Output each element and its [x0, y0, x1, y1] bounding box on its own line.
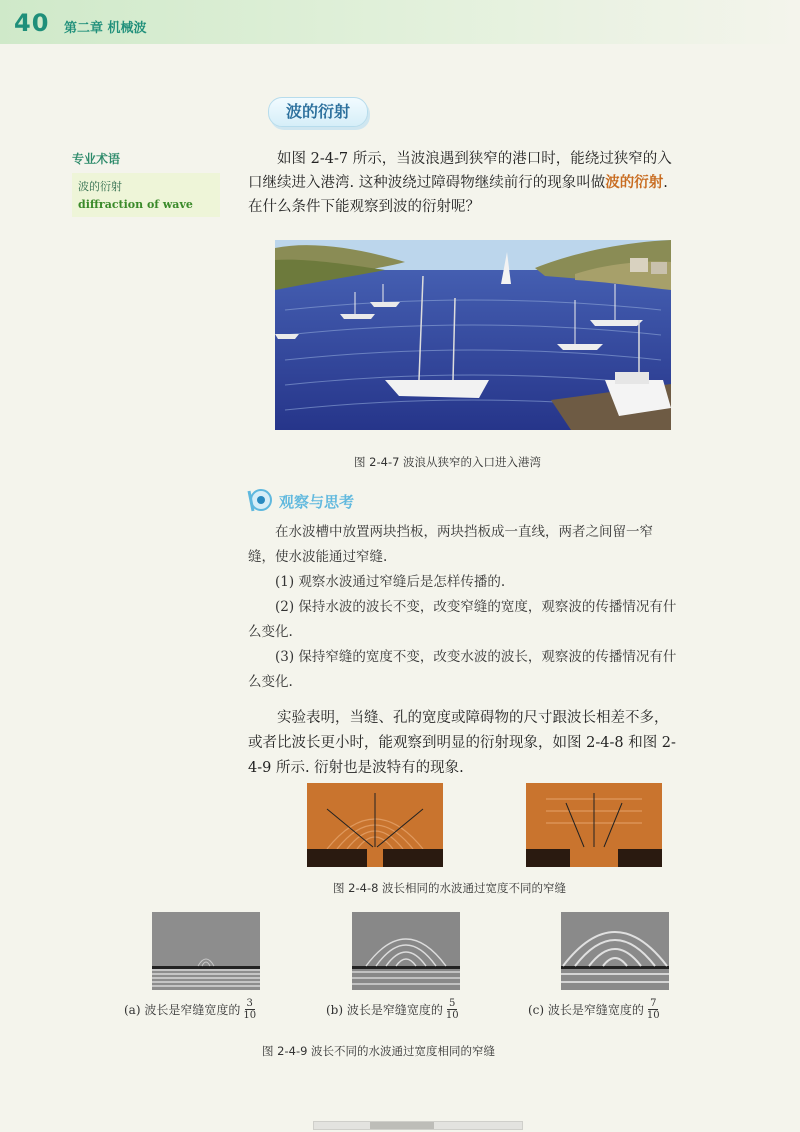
highlighted-term: 波的衍射 [605, 174, 664, 191]
panel-b-numerator: 5 [449, 998, 456, 1009]
conclusion-paragraph: 实验表明，当缝、孔的宽度或障碍物的尺寸跟波长相差不多，或者比波长更小时，能观察到明显的衍射现象，如图 2-4-8 和图 2-4-9 所示. 衍射也是波特有的现象. [248, 710, 676, 776]
page-number: 40 [14, 9, 50, 37]
ripple-photo-c [561, 912, 669, 990]
observe-paragraph: 在水波槽中放置两块挡板，两块挡板成一直线，两者之间留一窄缝，使水波能通过窄缝. [248, 524, 653, 565]
glossary-term-english: diffraction of wave [78, 198, 193, 211]
magnifier-icon [247, 487, 273, 513]
glossary-heading: 专业术语 [72, 152, 121, 166]
panel-c-numerator: 7 [650, 998, 657, 1009]
chapter-title: 第二章 机械波 [64, 21, 147, 36]
ripple-photo-a [152, 912, 260, 990]
glossary-sidebar [72, 150, 220, 217]
figure-2-4-9-caption: 图 2-4-9 波长不同的水波通过宽度相同的窄缝 [262, 1044, 496, 1058]
intro-text-before: 如图 2-4-7 所示，当波浪遇到狭窄的港口时，能绕过狭窄的入口继续进入港湾. 这种波绕过障碍物继续前行的现象叫做 [248, 151, 672, 191]
narrow-slit-wave-photo [307, 783, 443, 867]
scrollbar-thumb[interactable] [370, 1122, 434, 1129]
figure-2-4-7-caption: 图 2-4-7 波浪从狭窄的入口进入港湾 [354, 455, 542, 469]
panel-a-numerator: 3 [246, 998, 253, 1009]
intro-text-after: . 在什么条件下能观察到波的衍射呢？ [248, 175, 668, 215]
ripple-photo-b [352, 912, 460, 990]
panel-b-denominator: 10 [445, 1010, 459, 1021]
glossary-term-chinese: 波的衍射 [78, 180, 122, 193]
observe-title: 观察与思考 [279, 493, 355, 511]
page-header [0, 0, 800, 44]
observe-paragraph: (1) 观察水波通过窄缝后是怎样传播的. [275, 574, 506, 590]
wide-slit-wave-photo [526, 783, 662, 867]
observe-text-block [248, 520, 678, 695]
panel-a-fraction [243, 998, 256, 1021]
panel-c-denominator: 10 [646, 1010, 660, 1021]
panel-c-label [528, 998, 660, 1021]
section-title: 波的衍射 [268, 97, 368, 127]
panel-b-fraction [446, 998, 459, 1021]
panel-a-denominator: 10 [243, 1010, 257, 1021]
panel-c-text: (c) 波长是窄缝宽度的 [528, 1003, 644, 1017]
panel-a-label [124, 998, 256, 1021]
glossary-term-box [72, 173, 220, 217]
panel-b-text: (b) 波长是窄缝宽度的 [326, 1003, 443, 1017]
horizontal-scrollbar[interactable] [313, 1121, 523, 1130]
panel-c-fraction [647, 998, 660, 1021]
panel-b-label [326, 998, 459, 1021]
observe-paragraph: (3) 保持窄缝的宽度不变，改变水波的波长，观察波的传播情况有什么变化. [248, 649, 677, 690]
harbor-photo [275, 240, 671, 430]
observe-paragraph: (2) 保持水波的波长不变，改变窄缝的宽度，观察波的传播情况有什么变化. [248, 599, 677, 640]
panel-a-text: (a) 波长是窄缝宽度的 [124, 1003, 241, 1017]
figure-2-4-8-caption: 图 2-4-8 波长相同的水波通过宽度不同的窄缝 [333, 881, 567, 895]
intro-paragraph [248, 147, 678, 219]
